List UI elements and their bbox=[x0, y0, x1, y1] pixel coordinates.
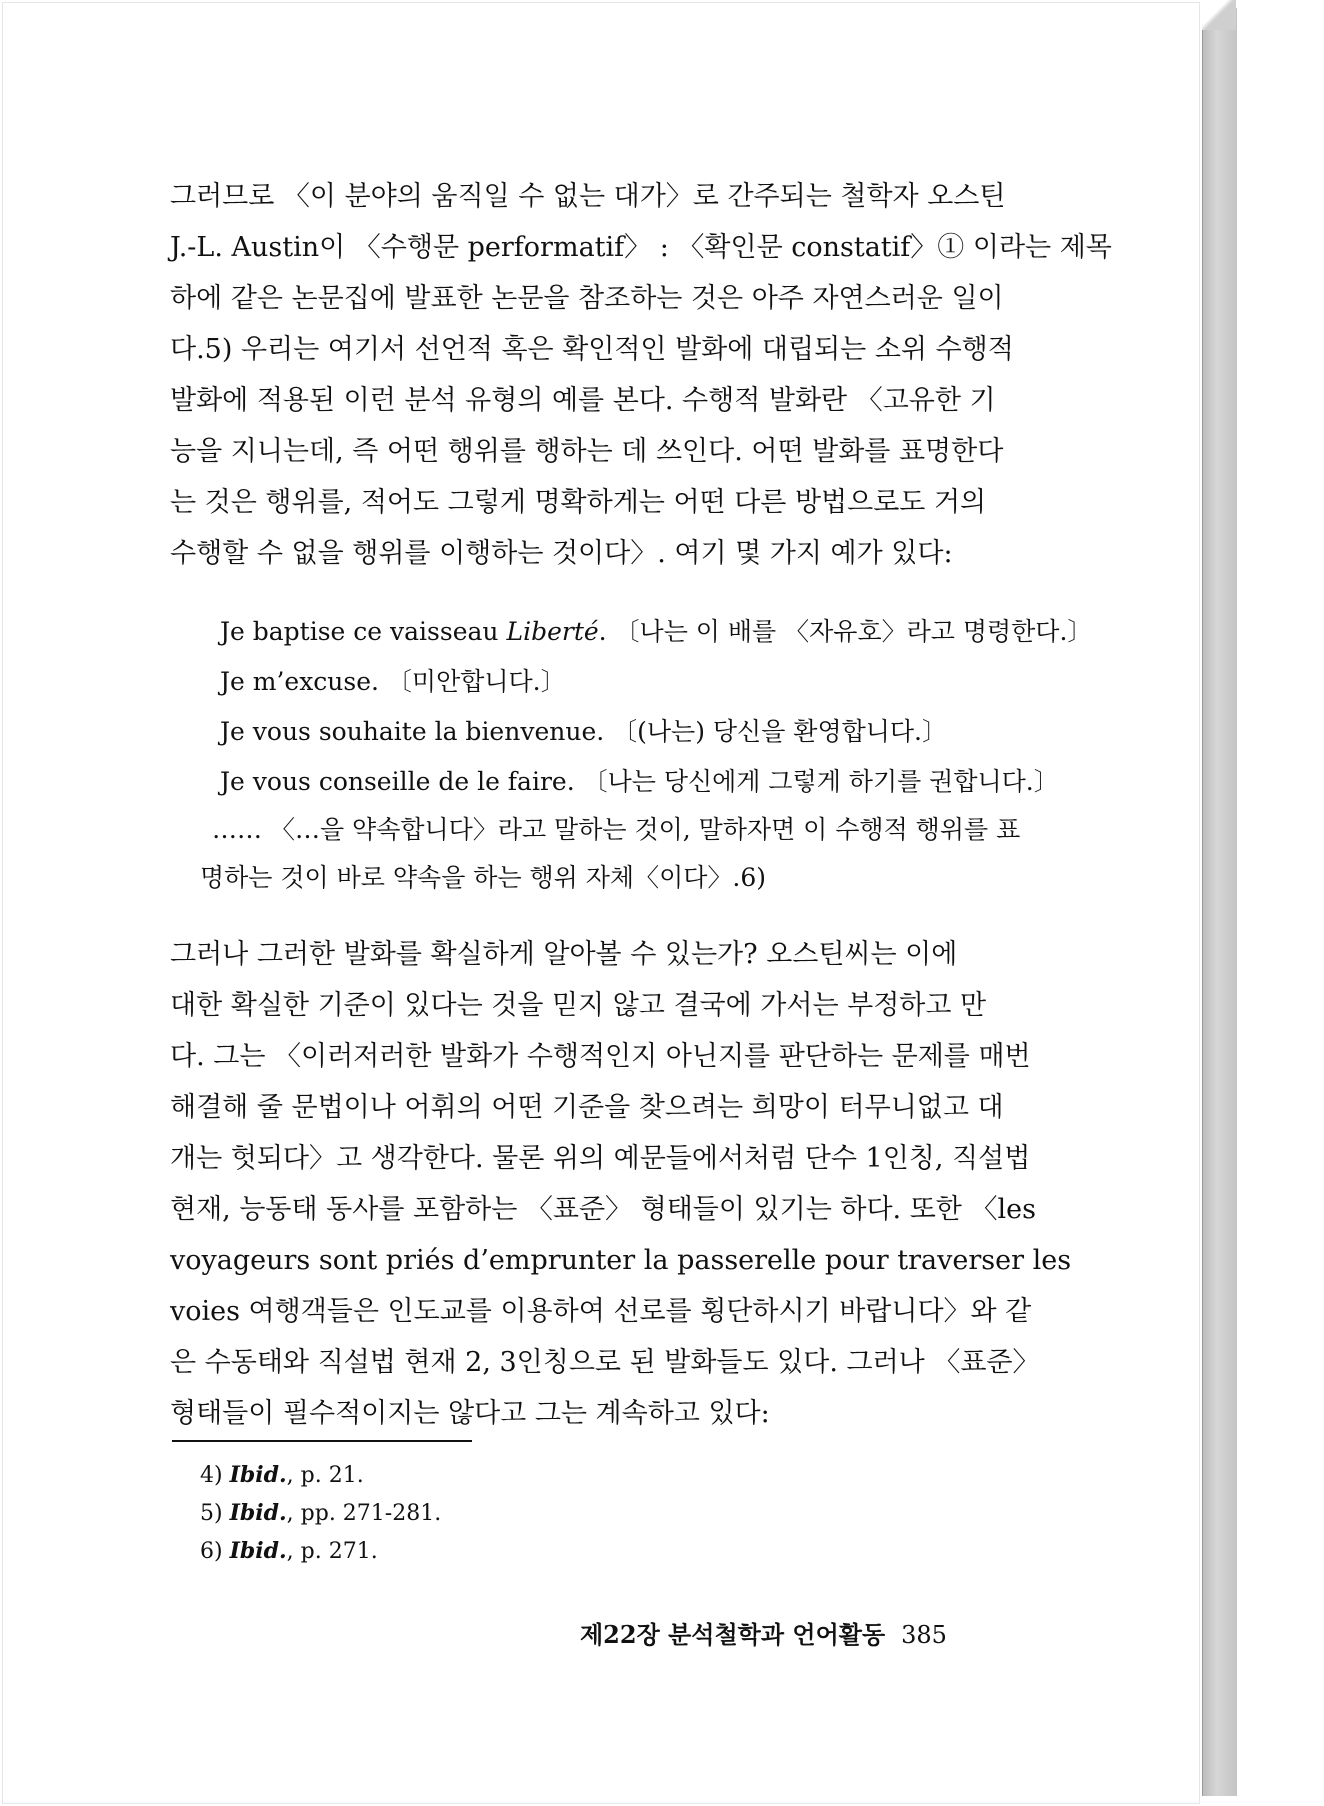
p1-line-7: 는 것은 행위를, 적어도 그렇게 명확하게는 어떤 다른 방법으로도 거의 bbox=[170, 487, 987, 518]
p2-line-5: 개는 헛되다〉고 생각한다. 물론 위의 예문들에서처럼 단수 1인칭, 직설법 bbox=[170, 1143, 1031, 1174]
example-4: Je vous conseille de le faire. 〔나는 당신에게 그렇게 하기를 권합니다.〕 bbox=[220, 767, 1059, 796]
p1-line-3: 하에 같은 논문집에 발표한 논문을 참조하는 것은 아주 자연스러운 일이 bbox=[170, 283, 1004, 314]
running-footer bbox=[580, 1615, 947, 1650]
p2-line-10: 형태들이 필수적이지는 않다고 그는 계속하고 있다: bbox=[170, 1398, 770, 1429]
example-6: 명하는 것이 바로 약속을 하는 행위 자체〈이다〉.6) bbox=[200, 863, 766, 892]
p1-line-5: 발화에 적용된 이런 분석 유형의 예를 본다. 수행적 발화란 〈고유한 기 bbox=[170, 385, 996, 416]
example-5: …… 〈…을 약속합니다〉라고 말하는 것이, 말하자면 이 수행적 행위를 표 bbox=[212, 815, 1021, 844]
p2-line-1: 그러나 그러한 발화를 확실하게 알아볼 수 있는가? 오스틴씨는 이에 bbox=[170, 939, 958, 970]
page-number: 385 bbox=[901, 1621, 947, 1649]
footnote-6: 6) Ibid., p. 271. bbox=[200, 1538, 378, 1564]
footnote-rule bbox=[172, 1440, 472, 1442]
p2-line-6: 현재, 능동태 동사를 포함하는 〈표준〉 형태들이 있기는 하다. 또한 〈les bbox=[170, 1194, 1036, 1225]
example-2: Je m’excuse. 〔미안합니다.〕 bbox=[220, 667, 566, 696]
p1-line-4: 다.5) 우리는 여기서 선언적 혹은 확인적인 발화에 대립되는 소위 수행적 bbox=[170, 334, 1014, 365]
page-corner bbox=[1196, 0, 1236, 30]
p2-line-2: 대한 확실한 기준이 있다는 것을 믿지 않고 결국에 가서는 부정하고 만 bbox=[170, 990, 987, 1021]
example-3: Je vous souhaite la bienvenue. 〔(나는) 당신을 환영합니다.〕 bbox=[220, 717, 947, 746]
chapter-title: 제22장 분석철학과 언어활동 bbox=[580, 1620, 886, 1649]
p1-line-8: 수행할 수 없을 행위를 이행하는 것이다〉. 여기 몇 가지 예가 있다: bbox=[170, 538, 953, 569]
p2-line-4: 해결해 줄 문법이나 어휘의 어떤 기준을 찾으려는 희망이 터무니없고 대 bbox=[170, 1092, 1004, 1123]
p1-line-1: 그러므로 〈이 분야의 움직일 수 없는 대가〉로 간주되는 철학자 오스틴 bbox=[170, 181, 1006, 212]
example-1: Je baptise ce vaisseau Liberté. 〔나는 이 배를 〈자유호〉라고 명령한다.〕 bbox=[220, 617, 1093, 646]
example-1-italic: Liberté bbox=[506, 617, 599, 646]
p2-line-8: voies 여행객들은 인도교를 이용하여 선로를 횡단하시기 바랍니다〉와 같 bbox=[170, 1296, 1032, 1327]
footnote-4: 4) Ibid., p. 21. bbox=[200, 1462, 364, 1488]
p2-line-9: 은 수동태와 직설법 현재 2, 3인칭으로 된 발화들도 있다. 그러나 〈표준〉 bbox=[170, 1347, 1040, 1378]
page-edge-shadow bbox=[1202, 8, 1237, 1796]
footnote-5: 5) Ibid., pp. 271-281. bbox=[200, 1500, 442, 1526]
p2-line-7: voyageurs sont priés d’emprunter la passerelle pour traverser les bbox=[170, 1245, 1072, 1276]
p1-line-6: 능을 지니는데, 즉 어떤 행위를 행하는 데 쓰인다. 어떤 발화를 표명한다 bbox=[170, 436, 1004, 467]
p2-line-3: 다. 그는 〈이러저러한 발화가 수행적인지 아닌지를 판단하는 문제를 매번 bbox=[170, 1041, 1031, 1072]
p1-line-2: J.-L. Austin이 〈수행문 performatif〉 : 〈확인문 constatif〉① 이라는 제목 bbox=[170, 232, 1112, 263]
